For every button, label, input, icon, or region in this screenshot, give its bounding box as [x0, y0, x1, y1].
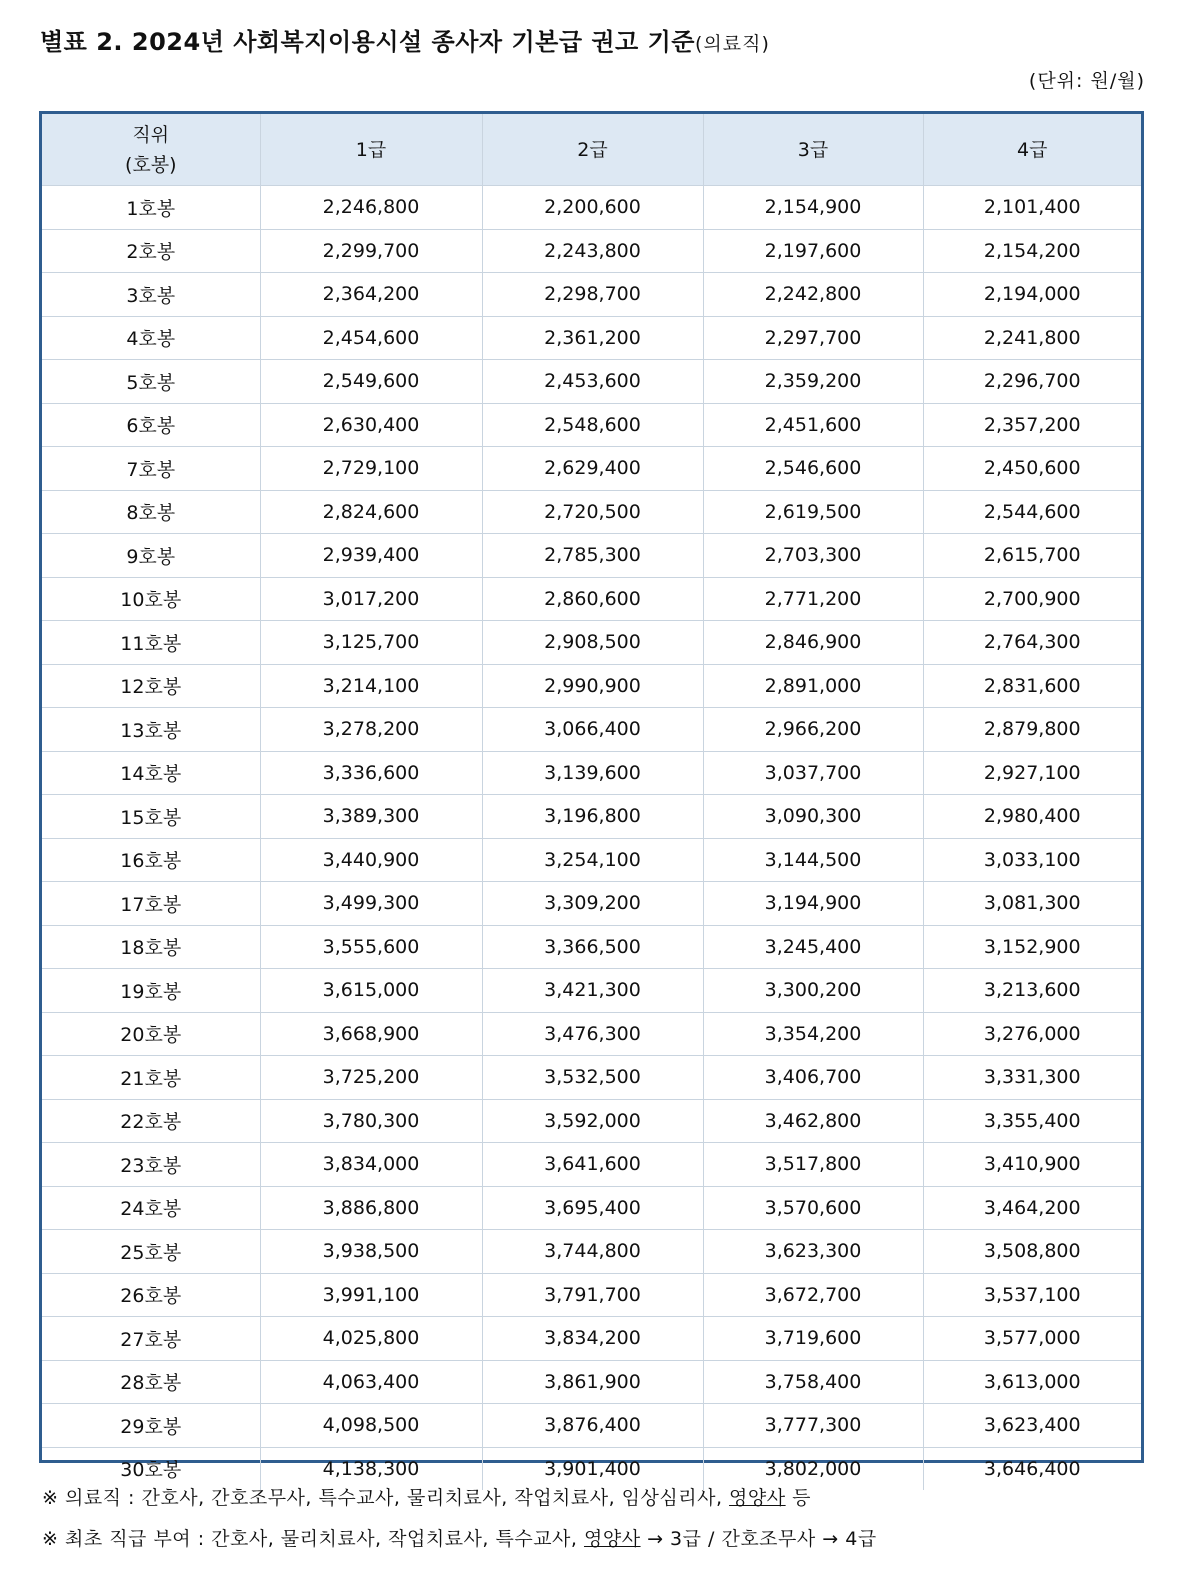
salary-cell-grade-3: 2,619,500	[703, 490, 923, 534]
salary-cell-grade-3: 3,570,600	[703, 1186, 923, 1230]
salary-cell-grade-4: 3,276,000	[923, 1012, 1141, 1056]
salary-cell-grade-4: 2,296,700	[923, 360, 1141, 404]
note2-text: ※ 최초 직급 부여 : 간호사, 물리치료사, 작업치료사, 특수교사,	[42, 1528, 584, 1550]
salary-cell-grade-2: 2,990,900	[482, 664, 703, 708]
step-cell: 7호봉	[42, 447, 260, 491]
table-row	[42, 838, 1141, 882]
step-cell: 18호봉	[42, 925, 260, 969]
header-position-line2: (호봉)	[124, 153, 177, 176]
step-cell: 4호봉	[42, 316, 260, 360]
salary-cell-grade-1: 3,991,100	[260, 1273, 482, 1317]
salary-cell-grade-2: 3,641,600	[482, 1143, 703, 1187]
table-row	[42, 708, 1141, 752]
salary-cell-grade-1: 3,780,300	[260, 1099, 482, 1143]
table-row	[42, 403, 1141, 447]
salary-cell-grade-2: 2,860,600	[482, 577, 703, 621]
step-cell: 21호봉	[42, 1056, 260, 1100]
salary-cell-grade-2: 3,476,300	[482, 1012, 703, 1056]
salary-cell-grade-4: 3,355,400	[923, 1099, 1141, 1143]
salary-cell-grade-1: 2,630,400	[260, 403, 482, 447]
step-cell: 15호봉	[42, 795, 260, 839]
salary-cell-grade-2: 3,066,400	[482, 708, 703, 752]
salary-cell-grade-1: 3,336,600	[260, 751, 482, 795]
salary-cell-grade-1: 2,549,600	[260, 360, 482, 404]
table-row	[42, 1056, 1141, 1100]
salary-cell-grade-2: 3,421,300	[482, 969, 703, 1013]
salary-cell-grade-2: 3,695,400	[482, 1186, 703, 1230]
salary-cell-grade-2: 2,720,500	[482, 490, 703, 534]
salary-cell-grade-3: 3,517,800	[703, 1143, 923, 1187]
table-row	[42, 751, 1141, 795]
salary-cell-grade-3: 2,966,200	[703, 708, 923, 752]
salary-cell-grade-2: 2,298,700	[482, 273, 703, 317]
salary-cell-grade-1: 3,499,300	[260, 882, 482, 926]
salary-cell-grade-3: 2,771,200	[703, 577, 923, 621]
salary-cell-grade-1: 4,098,500	[260, 1404, 482, 1448]
salary-cell-grade-3: 2,197,600	[703, 229, 923, 273]
salary-cell-grade-1: 3,615,000	[260, 969, 482, 1013]
salary-cell-grade-4: 3,613,000	[923, 1360, 1141, 1404]
salary-cell-grade-1: 3,440,900	[260, 838, 482, 882]
step-cell: 10호봉	[42, 577, 260, 621]
header-grade-4: 4급	[923, 114, 1141, 186]
step-cell: 29호봉	[42, 1404, 260, 1448]
salary-cell-grade-2: 3,861,900	[482, 1360, 703, 1404]
salary-cell-grade-4: 2,241,800	[923, 316, 1141, 360]
salary-cell-grade-2: 3,139,600	[482, 751, 703, 795]
salary-table	[42, 114, 1141, 1490]
salary-cell-grade-3: 2,703,300	[703, 534, 923, 578]
unit-label: (단위: 원/월)	[1028, 70, 1145, 92]
title-main: 별표 2. 2024년 사회복지이용시설 종사자 기본급 권고 기준	[40, 28, 695, 56]
salary-cell-grade-4: 2,154,200	[923, 229, 1141, 273]
salary-cell-grade-2: 2,361,200	[482, 316, 703, 360]
salary-cell-grade-4: 2,615,700	[923, 534, 1141, 578]
salary-cell-grade-4: 2,927,100	[923, 751, 1141, 795]
table-row	[42, 273, 1141, 317]
header-position-line1: 직위	[132, 123, 170, 146]
salary-cell-grade-3: 2,242,800	[703, 273, 923, 317]
table-row	[42, 969, 1141, 1013]
salary-cell-grade-4: 2,700,900	[923, 577, 1141, 621]
salary-cell-grade-3: 3,037,700	[703, 751, 923, 795]
table-row	[42, 925, 1141, 969]
salary-table-container	[39, 111, 1144, 1482]
salary-cell-grade-1: 3,278,200	[260, 708, 482, 752]
salary-cell-grade-2: 3,834,200	[482, 1317, 703, 1361]
salary-cell-grade-3: 3,462,800	[703, 1099, 923, 1143]
salary-cell-grade-3: 2,846,900	[703, 621, 923, 665]
salary-cell-grade-4: 3,081,300	[923, 882, 1141, 926]
table-row	[42, 882, 1141, 926]
step-cell: 30호봉	[42, 1447, 260, 1490]
salary-cell-grade-2: 3,592,000	[482, 1099, 703, 1143]
step-cell: 23호봉	[42, 1143, 260, 1187]
table-row	[42, 360, 1141, 404]
salary-cell-grade-2: 3,254,100	[482, 838, 703, 882]
salary-cell-grade-1: 2,454,600	[260, 316, 482, 360]
step-cell: 12호봉	[42, 664, 260, 708]
salary-cell-grade-3: 3,802,000	[703, 1447, 923, 1490]
salary-cell-grade-2: 3,196,800	[482, 795, 703, 839]
step-cell: 8호봉	[42, 490, 260, 534]
table-header-row	[42, 114, 1141, 186]
salary-cell-grade-4: 3,577,000	[923, 1317, 1141, 1361]
step-cell: 13호봉	[42, 708, 260, 752]
table-row	[42, 1273, 1141, 1317]
salary-cell-grade-3: 3,719,600	[703, 1317, 923, 1361]
salary-cell-grade-1: 3,555,600	[260, 925, 482, 969]
salary-cell-grade-4: 3,213,600	[923, 969, 1141, 1013]
salary-cell-grade-1: 3,389,300	[260, 795, 482, 839]
salary-cell-grade-4: 2,450,600	[923, 447, 1141, 491]
step-cell: 16호봉	[42, 838, 260, 882]
salary-cell-grade-1: 3,938,500	[260, 1230, 482, 1274]
salary-cell-grade-4: 3,623,400	[923, 1404, 1141, 1448]
salary-cell-grade-1: 3,125,700	[260, 621, 482, 665]
salary-cell-grade-4: 2,194,000	[923, 273, 1141, 317]
step-cell: 24호봉	[42, 1186, 260, 1230]
salary-cell-grade-4: 2,357,200	[923, 403, 1141, 447]
salary-cell-grade-1: 2,729,100	[260, 447, 482, 491]
step-cell: 19호봉	[42, 969, 260, 1013]
salary-cell-grade-2: 3,532,500	[482, 1056, 703, 1100]
salary-cell-grade-1: 2,939,400	[260, 534, 482, 578]
salary-cell-grade-4: 2,980,400	[923, 795, 1141, 839]
page-title	[40, 22, 770, 57]
salary-cell-grade-3: 3,672,700	[703, 1273, 923, 1317]
header-grade-3: 3급	[703, 114, 923, 186]
salary-cell-grade-3: 3,406,700	[703, 1056, 923, 1100]
table-row	[42, 447, 1141, 491]
step-cell: 14호봉	[42, 751, 260, 795]
step-cell: 11호봉	[42, 621, 260, 665]
title-sub: (의료직)	[694, 33, 770, 55]
salary-cell-grade-3: 3,245,400	[703, 925, 923, 969]
salary-cell-grade-3: 3,144,500	[703, 838, 923, 882]
salary-cell-grade-1: 4,063,400	[260, 1360, 482, 1404]
table-row	[42, 1404, 1141, 1448]
salary-cell-grade-4: 3,152,900	[923, 925, 1141, 969]
salary-cell-grade-4: 3,508,800	[923, 1230, 1141, 1274]
salary-cell-grade-1: 2,364,200	[260, 273, 482, 317]
salary-cell-grade-4: 3,464,200	[923, 1186, 1141, 1230]
salary-cell-grade-2: 2,243,800	[482, 229, 703, 273]
salary-cell-grade-1: 3,214,100	[260, 664, 482, 708]
salary-cell-grade-3: 2,297,700	[703, 316, 923, 360]
salary-cell-grade-2: 3,901,400	[482, 1447, 703, 1490]
step-cell: 26호봉	[42, 1273, 260, 1317]
salary-cell-grade-4: 3,537,100	[923, 1273, 1141, 1317]
salary-cell-grade-4: 2,879,800	[923, 708, 1141, 752]
salary-cell-grade-4: 3,410,900	[923, 1143, 1141, 1187]
salary-cell-grade-3: 2,891,000	[703, 664, 923, 708]
step-cell: 27호봉	[42, 1317, 260, 1361]
header-grade-1: 1급	[260, 114, 482, 186]
salary-cell-grade-3: 2,546,600	[703, 447, 923, 491]
step-cell: 2호봉	[42, 229, 260, 273]
salary-cell-grade-1: 4,025,800	[260, 1317, 482, 1361]
salary-cell-grade-3: 3,777,300	[703, 1404, 923, 1448]
salary-cell-grade-4: 2,544,600	[923, 490, 1141, 534]
salary-cell-grade-3: 3,194,900	[703, 882, 923, 926]
salary-cell-grade-3: 3,354,200	[703, 1012, 923, 1056]
table-row	[42, 1143, 1141, 1187]
salary-cell-grade-3: 3,090,300	[703, 795, 923, 839]
salary-cell-grade-3: 2,451,600	[703, 403, 923, 447]
salary-cell-grade-3: 3,758,400	[703, 1360, 923, 1404]
salary-cell-grade-1: 4,138,300	[260, 1447, 482, 1490]
salary-cell-grade-2: 3,366,500	[482, 925, 703, 969]
step-cell: 17호봉	[42, 882, 260, 926]
salary-cell-grade-4: 3,033,100	[923, 838, 1141, 882]
table-row	[42, 186, 1141, 230]
table-row	[42, 534, 1141, 578]
note-medical-staff	[42, 1483, 811, 1510]
step-cell: 3호봉	[42, 273, 260, 317]
note2-suffix: → 3급 / 간호조무사 → 4급	[640, 1528, 877, 1550]
salary-cell-grade-1: 3,725,200	[260, 1056, 482, 1100]
salary-cell-grade-4: 2,831,600	[923, 664, 1141, 708]
table-row	[42, 490, 1141, 534]
table-row	[42, 1012, 1141, 1056]
salary-cell-grade-2: 2,908,500	[482, 621, 703, 665]
salary-cell-grade-2: 2,548,600	[482, 403, 703, 447]
salary-cell-grade-3: 2,359,200	[703, 360, 923, 404]
salary-cell-grade-2: 3,744,800	[482, 1230, 703, 1274]
table-row	[42, 1317, 1141, 1361]
note1-suffix: 등	[785, 1487, 812, 1509]
salary-cell-grade-1: 3,886,800	[260, 1186, 482, 1230]
header-grade-2: 2급	[482, 114, 703, 186]
table-row	[42, 621, 1141, 665]
table-row	[42, 577, 1141, 621]
table-row	[42, 1230, 1141, 1274]
table-body	[42, 186, 1141, 1491]
step-cell: 5호봉	[42, 360, 260, 404]
salary-cell-grade-2: 2,453,600	[482, 360, 703, 404]
salary-cell-grade-2: 2,200,600	[482, 186, 703, 230]
table-row	[42, 1186, 1141, 1230]
step-cell: 6호봉	[42, 403, 260, 447]
step-cell: 1호봉	[42, 186, 260, 230]
table-row	[42, 1099, 1141, 1143]
salary-cell-grade-2: 2,629,400	[482, 447, 703, 491]
salary-cell-grade-1: 2,246,800	[260, 186, 482, 230]
table-row	[42, 664, 1141, 708]
step-cell: 20호봉	[42, 1012, 260, 1056]
note1-underlined: 영양사	[729, 1487, 786, 1509]
salary-cell-grade-4: 3,646,400	[923, 1447, 1141, 1490]
salary-cell-grade-2: 2,785,300	[482, 534, 703, 578]
note-initial-grade	[42, 1524, 877, 1551]
note1-text: ※ 의료직 : 간호사, 간호조무사, 특수교사, 물리치료사, 작업치료사, 임상심리사,	[42, 1487, 730, 1509]
salary-cell-grade-2: 3,791,700	[482, 1273, 703, 1317]
salary-cell-grade-4: 2,101,400	[923, 186, 1141, 230]
salary-cell-grade-4: 2,764,300	[923, 621, 1141, 665]
note2-underlined: 영양사	[583, 1528, 641, 1550]
table-row	[42, 795, 1141, 839]
table-row	[42, 316, 1141, 360]
salary-cell-grade-1: 3,834,000	[260, 1143, 482, 1187]
step-cell: 22호봉	[42, 1099, 260, 1143]
table-row	[42, 229, 1141, 273]
step-cell: 25호봉	[42, 1230, 260, 1274]
salary-cell-grade-3: 3,623,300	[703, 1230, 923, 1274]
salary-cell-grade-4: 3,331,300	[923, 1056, 1141, 1100]
step-cell: 9호봉	[42, 534, 260, 578]
salary-cell-grade-2: 3,309,200	[482, 882, 703, 926]
header-position-step	[42, 114, 260, 186]
salary-cell-grade-2: 3,876,400	[482, 1404, 703, 1448]
table-row	[42, 1360, 1141, 1404]
salary-cell-grade-1: 3,668,900	[260, 1012, 482, 1056]
salary-cell-grade-1: 3,017,200	[260, 577, 482, 621]
step-cell: 28호봉	[42, 1360, 260, 1404]
salary-cell-grade-1: 2,824,600	[260, 490, 482, 534]
salary-cell-grade-1: 2,299,700	[260, 229, 482, 273]
salary-cell-grade-3: 2,154,900	[703, 186, 923, 230]
salary-cell-grade-3: 3,300,200	[703, 969, 923, 1013]
